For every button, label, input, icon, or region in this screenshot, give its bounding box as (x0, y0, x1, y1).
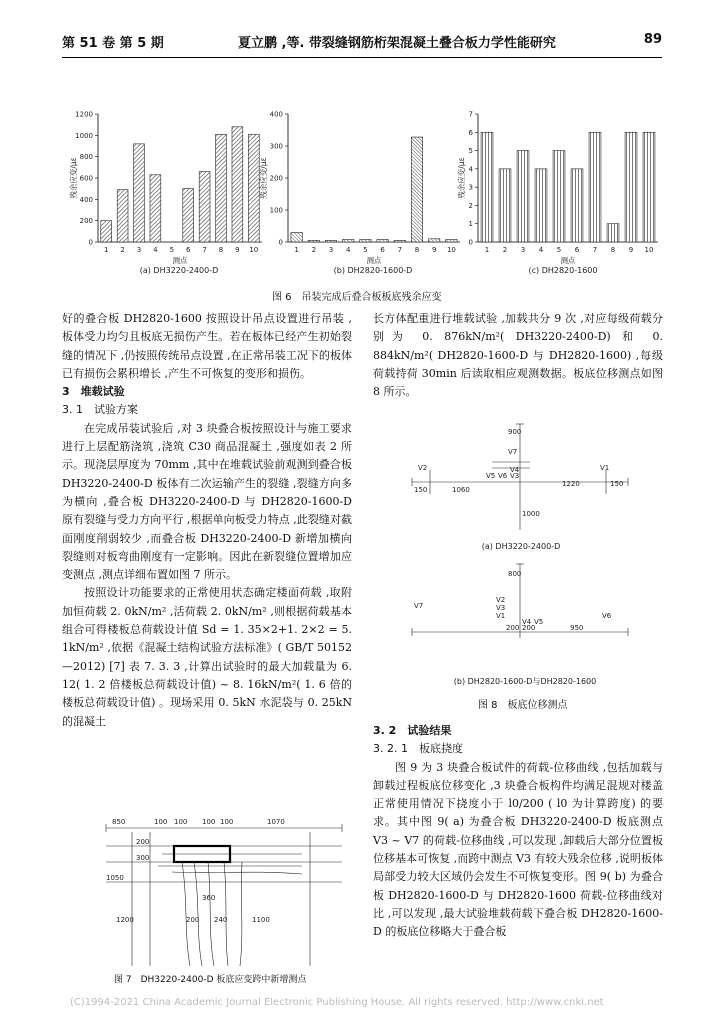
dimension-label: 100 (174, 818, 188, 826)
x-tick-label: 9 (628, 246, 634, 254)
bar (571, 169, 583, 242)
page-number: 89 (643, 32, 662, 47)
figure7-caption: 图 7 DH3220-2400-D 板底应变跨中新增测点 (114, 975, 307, 985)
bar (117, 190, 128, 242)
y-tick-label: 1000 (75, 131, 93, 140)
y-tick-label: 400 (79, 195, 93, 204)
bar (481, 132, 493, 242)
x-tick-label: 8 (218, 246, 224, 254)
x-tick-label: 10 (249, 246, 259, 254)
point-label-v4: V4 (510, 466, 520, 474)
x-tick-label: 6 (380, 246, 385, 254)
y-tick-label: 0 (278, 238, 283, 247)
x-tick-label: 1 (484, 246, 490, 254)
y-tick-label: 400 (269, 110, 283, 119)
dimension-label: 100 (202, 818, 216, 826)
x-tick-label: 7 (397, 246, 403, 254)
figure8a-drawing (410, 420, 630, 538)
y-tick-label: 300 (269, 142, 283, 151)
x-tick-label: 7 (202, 246, 207, 254)
x-axis-label: 测点 (366, 256, 382, 265)
point-label-v7: V7 (414, 602, 424, 610)
y-axis-label: 残余应变/με (259, 157, 268, 199)
figure8a-caption: (a) DH3220-2400-D (481, 542, 561, 551)
y-axis-label: 残余应变/με (457, 157, 466, 199)
x-tick-label: 9 (235, 246, 240, 254)
section-heading: 3 堆载试验 (62, 385, 125, 399)
bar (308, 240, 319, 242)
dimension-label: 300 (136, 854, 150, 862)
x-tick-label: 2 (311, 246, 317, 254)
y-tick-label: 800 (79, 153, 93, 162)
dimension-label: 1060 (452, 486, 470, 494)
x-tick-label: 5 (363, 246, 368, 254)
bar (183, 189, 194, 242)
dimension-label: 200 (186, 916, 200, 924)
paragraph: 按照设计功能要求的正常使用状态确定楼面荷载 ,取附加恒荷载 2. 0kN/m² ,活荷载 2. 0kN/m² ,则根据荷载基本组合可得楼板总荷载设计值 Sd = 1. 35×2+1. 2×2 = 5. 1kN/m² ,依据《混凝土结构试验方法标准》( GB/T 50152—2012) [7] 表 7. 3. 3 ,计算出试验时的最大加载量为 6. 12( 1. 2 倍楼板总荷载设计值) ~ 8. 16kN/m²( 1. 6 倍的楼板总荷载设计值) 。现场采用 0. 5kN 水泥袋与 0. 25kN 的混凝土 (62, 586, 352, 728)
paragraph: 图 9 为 3 块叠合板试件的荷载-位移曲线 ,包括加载与卸载过程板底位移变化 ,3 块叠合板构件均满足混规对楼盖正常使用情况下挠度小于 l0/200 ( l0 为计算跨度) 的要求。其中图 9( a) 为叠合板 DH3220-2400-D 板底测点 V3 ~ V7 的荷载-位移曲线 ,可以发现 ,卸载后大部分位置板位移基本可恢复 ,而跨中测点 V3 有较大残余位移 ,说明板体局部受力较大区域仍会发生不可恢复变形。图 9( b) 为叠合板 DH2820-1600-D 与 DH2820-1600 荷载-位移曲线对比 ,可以发现 ,最大试验堆载荷载下叠合板 DH2820-1600-D 的板底位移略大于叠合板 (373, 760, 663, 939)
x-tick-label: 3 (136, 246, 142, 254)
x-tick-label: 4 (538, 246, 544, 254)
figure8b-drawing (410, 560, 630, 644)
x-tick-label: 1 (294, 246, 299, 254)
x-tick-label: 2 (120, 246, 125, 254)
y-tick-label: 2 (468, 201, 473, 210)
x-axis-label: 测点 (560, 256, 576, 265)
paragraph: 好的叠合板 DH2820-1600 按照设计吊点设置进行吊装 ,板体受力均匀且板底无损伤产生。若在板体已经产生初始裂缝的情况下 ,仍按照传统吊点设置 ,在正常吊装工况下的板体已有损伤会累积增长 ,产生不可恢复的变形和损伤。 (62, 312, 352, 380)
dimension-label: 1070 (267, 818, 285, 826)
bar (517, 151, 529, 242)
bar (150, 175, 161, 242)
dimension-label: 1000 (522, 510, 540, 518)
subsection-heading: 3. 2 试验结果 (373, 724, 452, 737)
dimension-label: 950 (570, 624, 584, 632)
bar (589, 132, 601, 242)
x-tick-label: 5 (556, 246, 562, 254)
point-label-v4: V4 (522, 618, 532, 626)
bar (377, 239, 388, 242)
point-label-v5: V5 (534, 618, 544, 626)
subsection-heading: 3. 1 试验方案 (62, 403, 138, 417)
x-tick-label: 8 (414, 246, 420, 254)
bar (325, 240, 336, 242)
y-tick-label: 200 (269, 174, 283, 183)
bar (411, 137, 422, 242)
x-tick-label: 10 (644, 246, 654, 254)
bar (360, 239, 371, 242)
dimension-label: 850 (112, 818, 126, 826)
dimension-label: 100 (154, 818, 168, 826)
point-label-v7: V7 (508, 448, 518, 456)
bar (394, 240, 405, 242)
bar (232, 127, 243, 242)
dimension-label: 800 (508, 570, 522, 578)
bar (343, 239, 354, 242)
fig6a-caption: (a) DH3220-2400-D (139, 266, 219, 275)
dimension-label: 150 (610, 480, 624, 488)
dimension-label: 240 (214, 916, 228, 924)
left-column (62, 310, 352, 731)
paragraph: 长方体配重进行堆载试验 ,加载共分 9 次 ,对应每级荷载分别为 0. 876kN/m²( DH3220-2400-D) 和 0. 884kN/m²( DH2820-1600-D 与 DH2820-1600) ,每级荷载持荷 30min 后读取相应观测数据。板底位移测点如图 8 所示。 (373, 312, 663, 399)
point-label-v6: V6 (498, 472, 508, 480)
x-tick-label: 4 (153, 246, 158, 254)
dimension-label: 200 (136, 838, 150, 846)
point-label-v6: V6 (602, 612, 612, 620)
x-tick-label: 6 (574, 246, 580, 254)
x-tick-label: 3 (328, 246, 334, 254)
point-label-v2: V2 (496, 596, 506, 604)
bar (446, 239, 457, 242)
y-tick-label: 200 (79, 217, 93, 226)
dimension-label: 100 (220, 818, 234, 826)
dimension-label: 1200 (116, 916, 134, 924)
y-tick-label: 1 (468, 220, 473, 229)
y-tick-label: 3 (468, 183, 473, 192)
point-label-v1: V1 (496, 612, 506, 620)
bar (499, 169, 511, 242)
figure6-caption: 图 6 吊装完成后叠合板板底残余应变 (272, 292, 442, 303)
figure7-drawing (102, 802, 350, 970)
page-header (62, 30, 662, 52)
x-tick-label: 7 (592, 246, 598, 254)
y-tick-label: 6 (468, 128, 473, 137)
bar (248, 134, 259, 242)
dimension-label: 200 (522, 624, 536, 632)
fig6c-caption: (c) DH2820-1600 (528, 266, 598, 275)
x-tick-label: 5 (169, 246, 175, 254)
bar (625, 132, 637, 242)
bar (643, 132, 655, 242)
y-axis-label: 残余应变/με (69, 157, 78, 199)
x-tick-label: 3 (520, 246, 526, 254)
dimension-label: 150 (414, 486, 428, 494)
x-axis-label: 测点 (172, 256, 188, 265)
y-tick-label: 4 (468, 165, 473, 174)
y-tick-label: 600 (79, 174, 93, 183)
right-column-results (373, 722, 663, 942)
y-tick-label: 100 (269, 206, 283, 215)
y-tick-label: 5 (468, 147, 473, 156)
y-tick-label: 0 (468, 238, 473, 247)
figure8-caption: 图 8 板底位移测点 (478, 700, 568, 711)
paragraph: 在完成吊装试验后 ,对 3 块叠合板按照设计与施工要求进行上层配筋浇筑 ,浇筑 C30 商品混凝土 ,强度如表 2 所示。现浇层厚度为 70mm ,其中在堆载试验前观测到叠合板 DH3220-2400-D 板体有二次运输产生的裂缝 ,裂缝方向多为横向 ,叠合板 DH3220-2400-D 与 DH2820-1600-D 原有裂缝与受力方向平行 ,根据单向板受力特点 ,此裂缝对截面刚度削弱较少 ,而叠合板 DH3220-2400-D 新增加横向裂缝则对板弯曲刚度有一定影响。因此在新裂缝位置增加应变测点 ,测点详细布置如图 7 所示。 (62, 421, 352, 582)
x-tick-label: 6 (185, 246, 191, 254)
point-label-v3: V3 (496, 604, 506, 612)
figure6-charts (70, 108, 670, 278)
x-tick-label: 9 (431, 246, 437, 254)
bar (101, 221, 112, 242)
bar (429, 239, 440, 242)
running-title: 夏立鹏 ,等. 带裂缝钢筋桁架混凝土叠合板力学性能研究 (238, 36, 556, 51)
bar (553, 151, 565, 242)
y-tick-label: 1200 (75, 110, 93, 119)
figure8b-caption: (b) DH2820-1600-D与DH2820-1600 (453, 677, 597, 686)
bar (535, 169, 547, 242)
x-tick-label: 10 (446, 246, 456, 254)
bar (607, 224, 619, 242)
point-label-v2: V2 (418, 464, 428, 472)
point-label-v3: V3 (510, 472, 520, 480)
x-tick-label: 8 (610, 246, 616, 254)
fig6b-caption: (b) DH2820-1600-D (333, 266, 413, 275)
dimension-label: 200 (506, 624, 520, 632)
bar (216, 134, 227, 242)
journal-volume: 第 51 卷 第 5 期 (62, 36, 164, 51)
dimension-label: 1220 (562, 480, 580, 488)
dimension-label: 900 (508, 428, 522, 436)
y-tick-label: 0 (88, 238, 93, 247)
dimension-label: 1050 (106, 874, 124, 882)
header-rule (62, 57, 662, 58)
bar (199, 172, 210, 242)
right-column-top (373, 310, 663, 401)
x-tick-label: 1 (103, 246, 109, 254)
point-label-v1: V1 (600, 464, 610, 472)
x-tick-label: 2 (502, 246, 508, 254)
x-tick-label: 4 (345, 246, 351, 254)
y-tick-label: 7 (468, 110, 473, 119)
dimension-label: 360 (202, 894, 216, 902)
bar (134, 144, 145, 242)
bar (291, 232, 302, 242)
dimension-label: 1100 (252, 916, 270, 924)
point-label-v5: V5 (486, 472, 496, 480)
subsection-heading: 3. 2. 1 板底挠度 (373, 742, 463, 756)
footer-watermark: (C)1994-2021 China Academic Journal Electronic Publishing House. All rights reserved. http://www.cnki.net (70, 997, 604, 1008)
